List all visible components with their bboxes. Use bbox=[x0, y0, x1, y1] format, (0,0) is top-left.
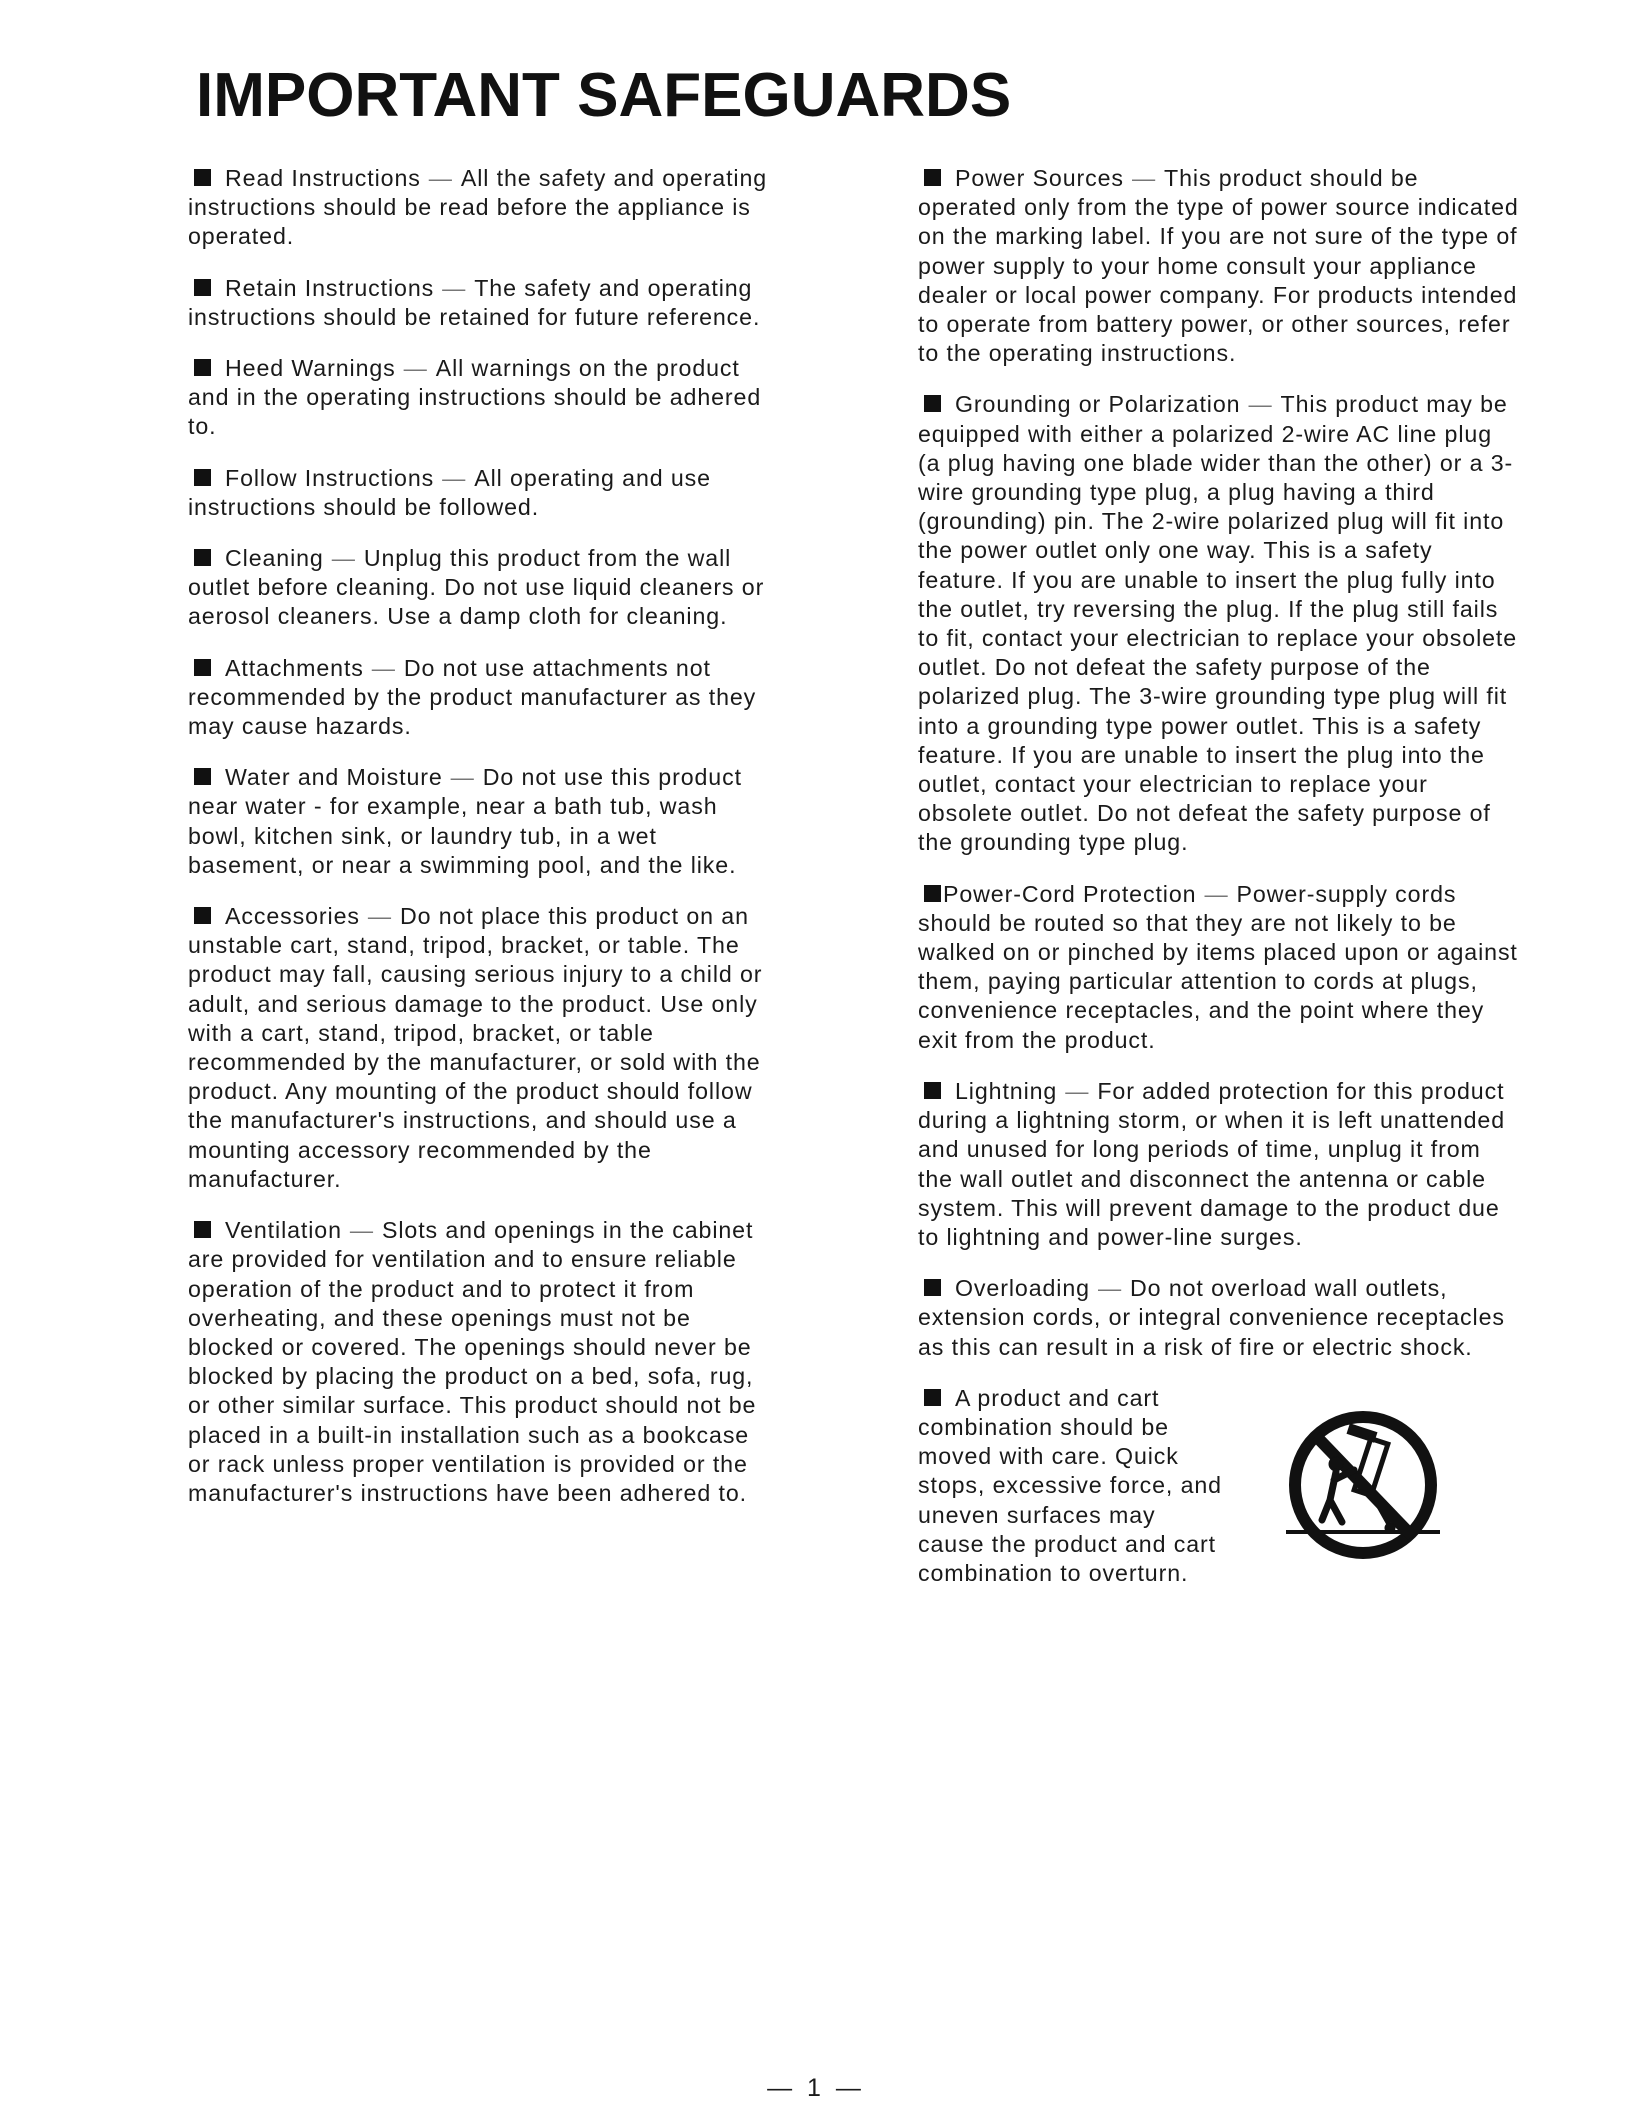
safeguard-read-instructions bbox=[188, 164, 778, 252]
em-dash: — bbox=[442, 464, 467, 491]
square-bullet-icon bbox=[194, 1221, 211, 1238]
page-number: — 1 — bbox=[767, 2074, 865, 2102]
em-dash: — bbox=[1131, 165, 1157, 191]
em-dash: — bbox=[371, 654, 396, 681]
em-dash: — bbox=[428, 165, 453, 191]
square-bullet-icon bbox=[194, 549, 211, 566]
square-bullet-icon bbox=[924, 885, 941, 902]
safeguard-power-sources bbox=[918, 164, 1520, 368]
em-dash: — bbox=[1248, 391, 1273, 418]
safeguard-cleaning bbox=[188, 544, 778, 632]
item-body: A product and cart combination should be moved with care. Quick stops, excessive force, and uneven surfaces may cause the product and cart combination to overturn. bbox=[918, 1384, 1222, 1586]
square-bullet-icon bbox=[194, 169, 211, 186]
em-dash: — bbox=[1204, 880, 1229, 907]
cart-tipover-warning-icon bbox=[1278, 1410, 1448, 1560]
right-column bbox=[918, 164, 1520, 1610]
item-heading: Overloading bbox=[955, 1275, 1090, 1302]
item-heading: Retain Instructions bbox=[225, 274, 435, 301]
em-dash: — bbox=[331, 545, 356, 572]
item-body: Slots and openings in the cabinet are provided for ventilation and to ensure reliable operation of the product and to protect it from overheating, and these openings must not be blocked or covered. The openings should never be blocked by placing the product on a bed, sofa, rug, or other similar surface. This product should not be placed in a built-in installation such as a bookcase or rack unless proper ventilation is provided or the manufacturer's instructions have been adhered to. bbox=[188, 1217, 757, 1506]
square-bullet-icon bbox=[924, 1389, 941, 1406]
item-body: The safety and operating instructions should be retained for future reference. bbox=[188, 274, 761, 330]
item-body: All warnings on the product and in the operating instructions should be adhered to. bbox=[188, 355, 762, 440]
square-bullet-icon bbox=[194, 768, 211, 785]
item-body: Do not use attachments not recommended by the product manufacturer as they may cause hazards. bbox=[188, 654, 757, 740]
item-body: This product may be equipped with either a polarized 2-wire AC line plug (a plug having one blade wider than the other) or a 3-wire grounding type plug, a plug having a third (grounding) pin. The 2-wire polarized plug will fit into the power outlet only one way. This is a safety feature. If you are unable to insert the plug fully into the outlet, try reversing the plug. If the plug still fails to fit, contact your electrician to replace your obsolete outlet. Do not defeat the safety purpose of the polarized plug. The 3-wire grounding type plug will fit into a grounding type power outlet. This is a safety feature. If you are unable to insert the plug into the outlet, contact your electrician to replace your obsolete outlet. Do not defeat the safety purpose of the grounding type plug. bbox=[918, 391, 1518, 856]
item-heading: Read Instructions bbox=[225, 165, 421, 191]
page-title: IMPORTANT SAFEGUARDS bbox=[196, 61, 1012, 130]
em-dash: — bbox=[367, 903, 392, 930]
left-column bbox=[188, 164, 778, 1530]
em-dash: — bbox=[349, 1217, 374, 1244]
safeguard-overloading bbox=[918, 1274, 1520, 1362]
em-dash: — bbox=[442, 274, 467, 301]
square-bullet-icon bbox=[194, 279, 211, 296]
square-bullet-icon bbox=[924, 1082, 941, 1099]
em-dash: — bbox=[450, 764, 475, 791]
em-dash: — bbox=[1097, 1275, 1123, 1302]
safeguard-retain-instructions bbox=[188, 274, 778, 332]
square-bullet-icon bbox=[194, 469, 211, 486]
em-dash: — bbox=[403, 355, 428, 382]
item-heading: Ventilation bbox=[225, 1217, 342, 1244]
item-body: All the safety and operating instructions should be read before the appliance is operated. bbox=[188, 165, 768, 250]
item-body: Do not use this product near water - for example, near a bath tub, wash bowl, kitchen sink, or laundry tub, in a wet basement, or near a swimming pool, and the like. bbox=[188, 764, 742, 878]
item-heading: Attachments bbox=[225, 654, 364, 681]
item-body: Do not place this product on an unstable cart, stand, tripod, bracket, or table. The product may fall, causing serious injury to a child or adult, and serious damage to the product. Use only with a cart, stand, tripod, bracket, or table recommended by the manufacturer, or sold with the product. Any mounting of the product should follow the manufacturer's instructions, and should use a mounting accessory recommended by the manufacturer. bbox=[188, 903, 763, 1192]
safeguard-heed-warnings bbox=[188, 354, 778, 442]
item-body: Do not overload wall outlets, extension cords, or integral convenience receptacles as this can result in a risk of fire or electric shock. bbox=[918, 1275, 1505, 1360]
safeguard-cart-warning bbox=[918, 1384, 1520, 1588]
safeguard-water-and-moisture bbox=[188, 763, 778, 880]
item-heading: Power-Cord Protection bbox=[943, 880, 1197, 907]
item-body: All operating and use instructions should be followed. bbox=[188, 464, 711, 520]
safeguard-lightning bbox=[918, 1077, 1520, 1252]
item-heading: Cleaning bbox=[225, 545, 324, 572]
safeguard-follow-instructions bbox=[188, 464, 778, 522]
item-heading: Power Sources bbox=[955, 165, 1124, 191]
item-body: This product should be operated only from the type of power source indicated on the marking label. If you are not sure of the type of power supply to your home consult your appliance dealer or local power company. For products intended to operate from battery power, or other sources, refer to the operating instructions. bbox=[918, 165, 1519, 367]
square-bullet-icon bbox=[194, 359, 211, 376]
cart-warning-text bbox=[918, 1384, 1228, 1588]
item-body: For added protection for this product during a lightning storm, or when it is left unattended and unused for long periods of time, unplug it from the wall outlet and disconnect the antenna or cable system. This will prevent damage to the product due to lightning and power-line surges. bbox=[918, 1077, 1505, 1250]
safeguard-power-cord-protection bbox=[918, 880, 1520, 1055]
em-dash: — bbox=[1065, 1077, 1090, 1104]
item-heading: Follow Instructions bbox=[225, 464, 435, 491]
item-body: Power-supply cords should be routed so that they are not likely to be walked on or pinched by items placed upon or against them, paying particular attention to cords at plugs, convenience receptacles, and the point where they exit from the product. bbox=[918, 880, 1518, 1053]
item-heading: Lightning bbox=[955, 1077, 1058, 1104]
item-heading: Heed Warnings bbox=[225, 355, 396, 382]
item-heading: Water and Moisture bbox=[225, 764, 443, 791]
item-heading: Accessories bbox=[225, 903, 360, 930]
safeguard-attachments bbox=[188, 654, 778, 742]
square-bullet-icon bbox=[924, 169, 941, 186]
item-heading: Grounding or Polarization bbox=[955, 391, 1241, 418]
square-bullet-icon bbox=[194, 659, 211, 676]
safeguard-accessories bbox=[188, 902, 778, 1194]
safeguard-grounding-or-polarization bbox=[918, 390, 1520, 857]
square-bullet-icon bbox=[924, 395, 941, 412]
safeguard-ventilation bbox=[188, 1216, 778, 1508]
item-body: Unplug this product from the wall outlet before cleaning. Do not use liquid cleaners or aerosol cleaners. Use a damp cloth for cleaning. bbox=[188, 545, 765, 630]
square-bullet-icon bbox=[924, 1279, 941, 1296]
square-bullet-icon bbox=[194, 907, 211, 924]
